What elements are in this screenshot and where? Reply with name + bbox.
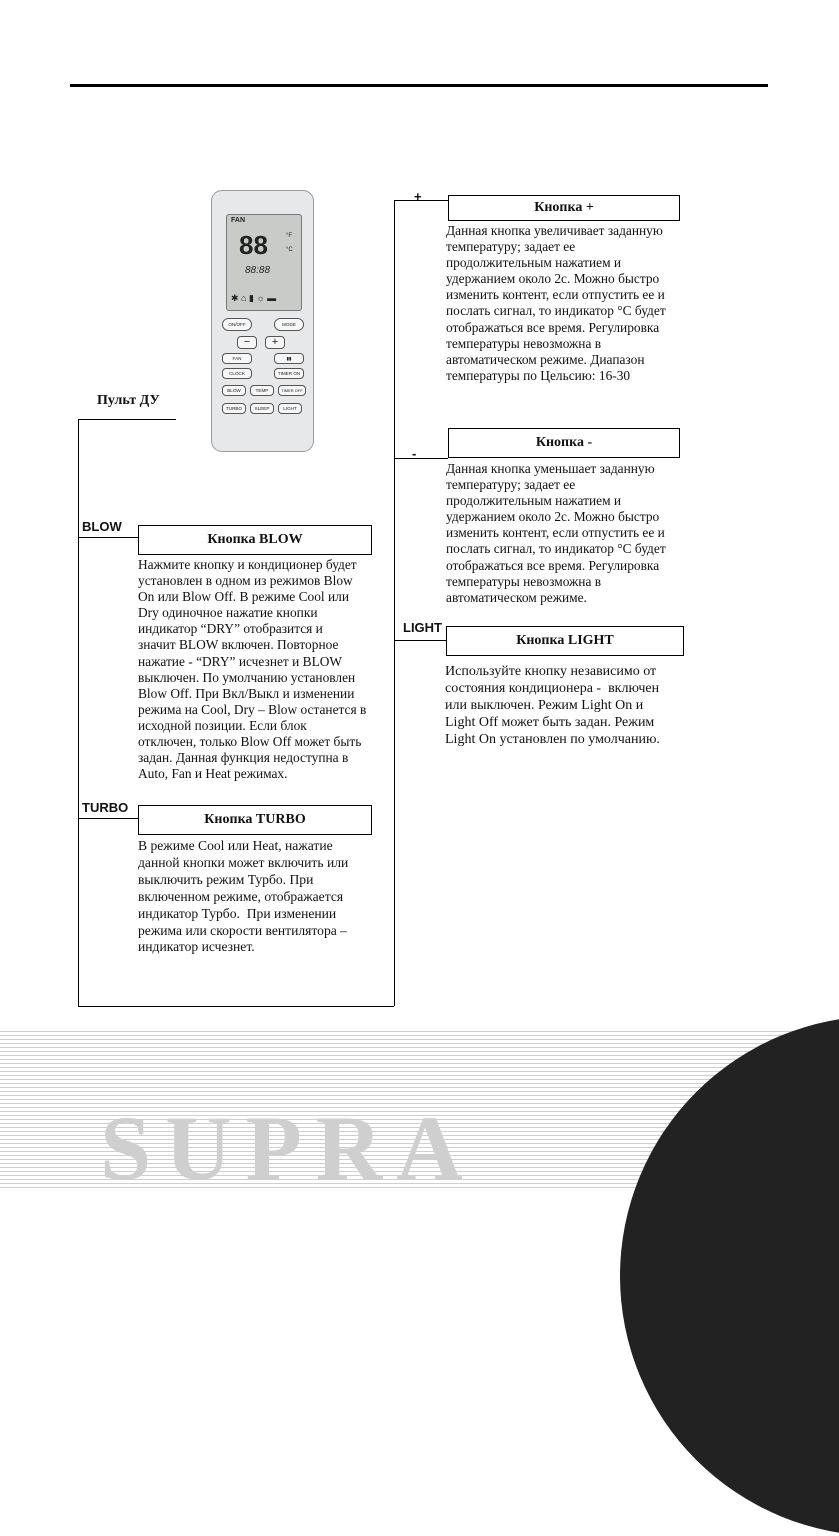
text-line: значит BLOW включен. Повторное <box>138 637 339 653</box>
text-line: Auto, Fan и Heat режимах. <box>138 766 288 782</box>
remote-clock-button: CLOCK <box>222 368 252 379</box>
text-line: Light Off может быть задан. Режим <box>445 715 655 730</box>
text-line: Данная кнопка уменьшает заданную <box>446 461 655 476</box>
text-line: изменить контент, если отпустить ее и <box>446 287 665 303</box>
text-line: температуры невозможна в <box>446 573 602 589</box>
header-rule <box>70 84 768 87</box>
remote-swing-button: ▮▮ <box>274 353 304 364</box>
turbo-description <box>138 838 348 956</box>
lcd-fan-label: FAN <box>231 217 245 224</box>
text-line: режима на Cool, Dry – Blow останется в <box>138 701 367 717</box>
text-line: температуры по Цельсию: 16-30 <box>446 367 631 383</box>
remote-control-illustration <box>211 190 314 452</box>
text-line: Blow Off. При Вкл/Выкл и изменении <box>138 685 355 701</box>
text-line: или выключен. Режим Light On и <box>445 698 644 713</box>
text-line: выключен. По умолчанию установлен <box>138 669 356 685</box>
lcd-unit-c: °C <box>286 247 293 253</box>
text-line: отключен, только Blow Off может быть <box>138 734 362 750</box>
minus-tag: - <box>412 446 417 461</box>
remote-turbo-button: TURBO <box>222 403 246 414</box>
blow-connector <box>78 537 138 538</box>
text-line: температуру; задает ее <box>446 239 576 255</box>
remote-timer-off-button: TIMER OFF <box>278 385 306 396</box>
text-line: выключить режим Турбо. При <box>138 871 314 887</box>
text-line: температуры невозможна в <box>446 335 602 351</box>
supra-logo: SUPRA <box>100 1097 477 1199</box>
text-line: отображаться все время. Регулировка <box>446 557 660 573</box>
lcd-mode-icons: ✱ ⌂ ▮ ☼ ▬ <box>231 293 277 303</box>
text-line: автоматическом режиме. <box>446 589 587 605</box>
left-bracket-line <box>78 419 79 1006</box>
remote-temp-button: TEMP <box>250 385 274 396</box>
turbo-tag: TURBO <box>82 800 129 815</box>
text-line: температуру; задает ее <box>446 477 576 493</box>
text-line: послать сигнал, то индикатор °С будет <box>446 303 666 319</box>
text-line: индикатор Турбо. При изменении <box>138 905 337 921</box>
light-tag: LIGHT <box>403 620 442 635</box>
remote-plus-button: + <box>265 336 285 349</box>
remote-fan-button: FAN <box>222 353 252 364</box>
caption-connector <box>78 419 176 420</box>
text-line: состояния кондиционера - включен <box>445 681 660 696</box>
remote-light-button: LIGHT <box>278 403 302 414</box>
text-line: В режиме Cool или Heat, нажатие <box>138 838 333 853</box>
remote-minus-button: − <box>237 336 257 349</box>
bottom-bracket-line <box>78 1006 394 1007</box>
minus-connector <box>394 458 448 459</box>
text-line: Данная кнопка увеличивает заданную <box>446 223 663 238</box>
text-line: режима или скорости вентилятора – <box>138 922 347 938</box>
plus-description <box>446 223 666 384</box>
remote-onoff-button: ON/OFF <box>222 318 252 331</box>
text-line: установлен в одном из режимов Blow <box>138 573 353 589</box>
lcd-unit-f: °F <box>286 233 293 239</box>
right-bracket-line <box>394 200 395 1006</box>
lcd-temperature-digits: 88 <box>239 230 268 260</box>
text-line: данной кнопки может включить или <box>138 854 349 870</box>
remote-caption: Пульт ДУ <box>97 393 160 408</box>
remote-blow-button: BLOW <box>222 385 246 396</box>
remote-timer-on-button: TIMER ON <box>274 368 304 379</box>
minus-title-box: Кнопка - <box>448 428 680 458</box>
remote-sleep-button: SLEEP <box>250 403 274 414</box>
text-line: Dry одиночное нажатие кнопки <box>138 605 318 621</box>
text-line: продолжительным нажатием и <box>446 255 622 271</box>
text-line: нажатие - “DRY” исчезнет и BLOW <box>138 653 343 669</box>
text-line: удержанием около 2с. Можно быстро <box>446 271 660 287</box>
text-line: включенном режиме, отображается <box>138 888 344 904</box>
turbo-title-box: Кнопка TURBO <box>138 805 372 835</box>
text-line: Light On установлен по умолчанию. <box>445 732 660 747</box>
blow-title-box: Кнопка BLOW <box>138 525 372 555</box>
plus-tag: + <box>414 189 422 204</box>
blow-tag: BLOW <box>82 519 122 534</box>
text-line: индикатор исчезнет. <box>138 939 255 955</box>
blow-description <box>138 557 366 782</box>
remote-lcd <box>226 214 302 311</box>
text-line: автоматическом режиме. Диапазон <box>446 351 645 367</box>
text-line: задан. Данная функция недоступна в <box>138 750 349 766</box>
text-line: отображаться все время. Регулировка <box>446 319 660 335</box>
light-connector <box>394 640 446 641</box>
text-line: исходной позиции. Если блок <box>138 717 307 733</box>
remote-mode-button: MODE <box>274 318 304 331</box>
text-line: продолжительным нажатием и <box>446 493 622 509</box>
light-title-box: Кнопка LIGHT <box>446 626 684 656</box>
text-line: Используйте кнопку независимо от <box>445 664 657 679</box>
plus-title-box: Кнопка + <box>448 195 680 221</box>
text-line: изменить контент, если отпустить ее и <box>446 525 665 541</box>
text-line: On или Blow Off. В режиме Cool или <box>138 589 349 605</box>
text-line: индикатор “DRY” отобразится и <box>138 621 323 637</box>
lcd-clock-digits: 88:88 <box>245 265 271 276</box>
text-line: Нажмите кнопку и кондиционер будет <box>138 557 357 572</box>
text-line: послать сигнал, то индикатор °С будет <box>446 541 666 557</box>
text-line: удержанием около 2с. Можно быстро <box>446 509 660 525</box>
light-description <box>445 663 660 748</box>
minus-description <box>446 461 666 606</box>
turbo-connector <box>78 818 138 819</box>
